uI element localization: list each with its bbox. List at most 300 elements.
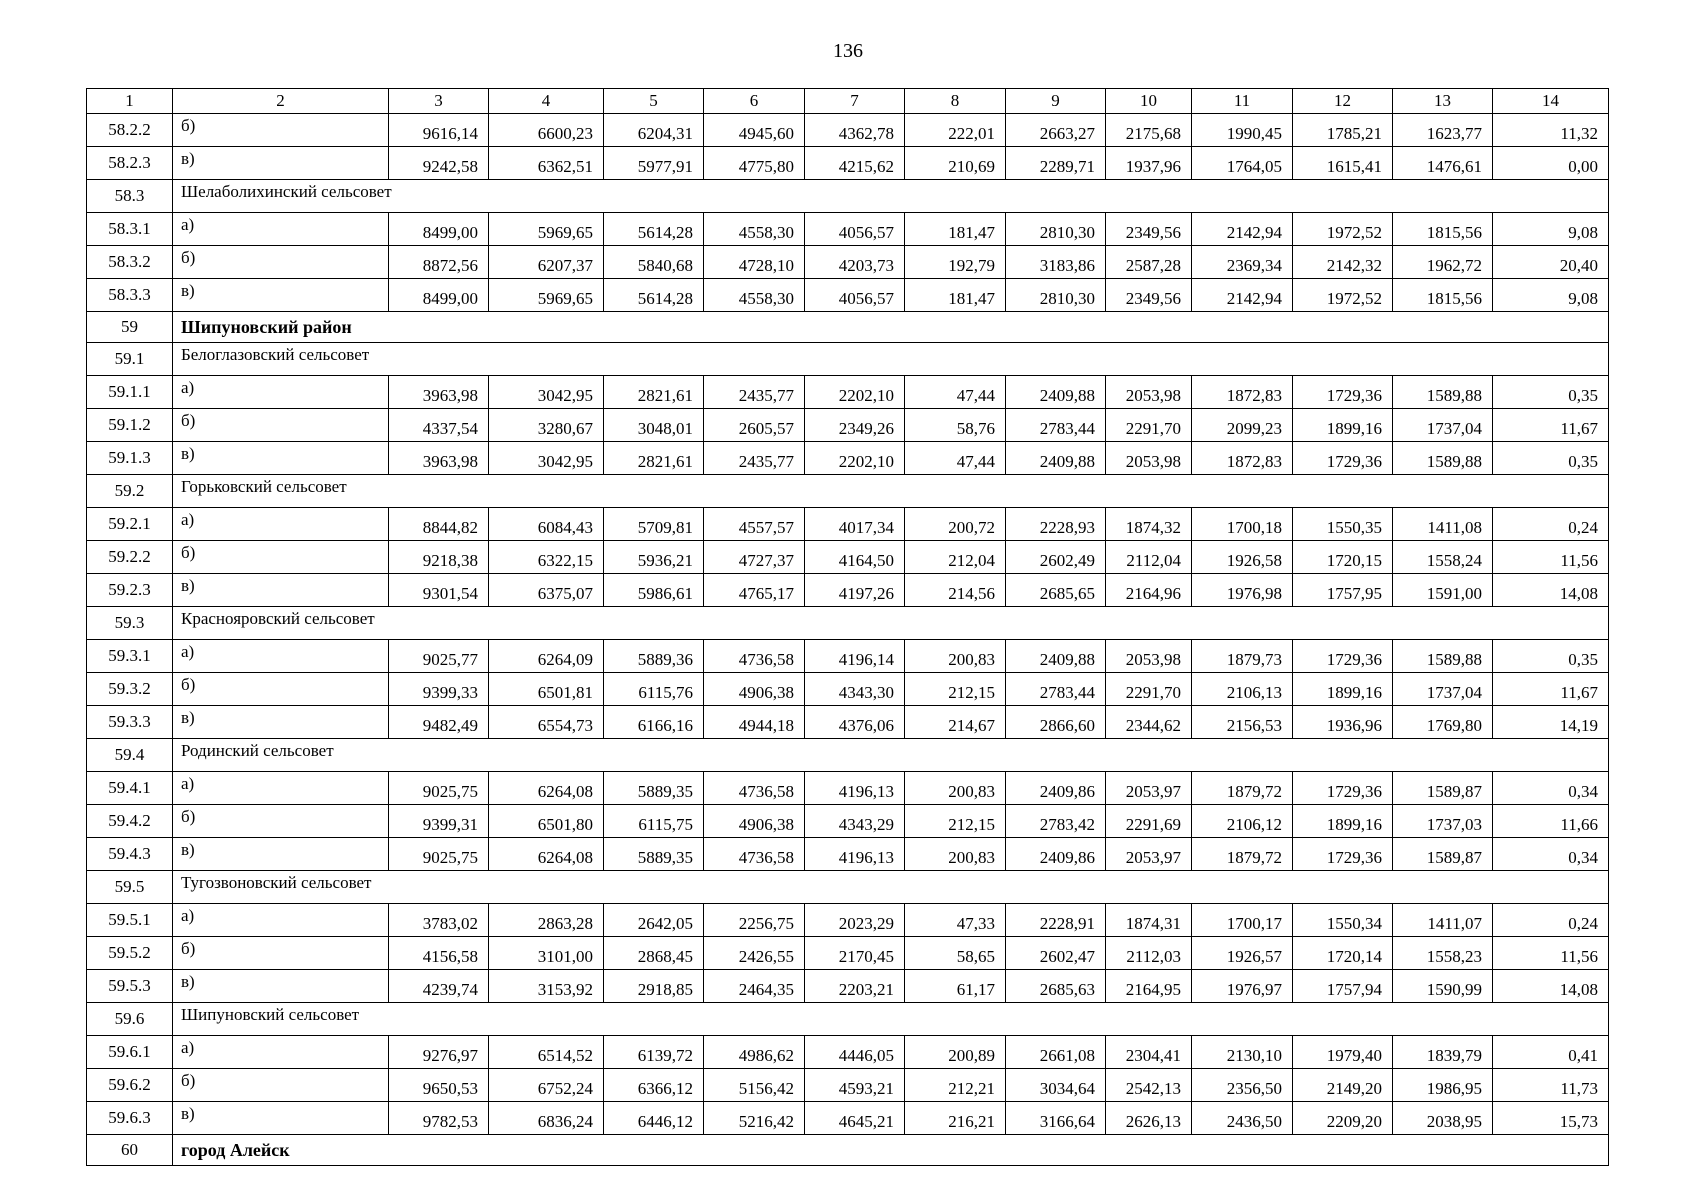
value-cell: 0,00 [1493,147,1609,180]
value-cell: 2304,41 [1106,1036,1192,1069]
value-cell: 2175,68 [1106,114,1192,147]
value-cell: 2203,21 [805,970,905,1003]
value-cell: 4203,73 [805,246,905,279]
row-code: 59.5.2 [87,937,173,970]
value-cell: 5969,65 [489,213,604,246]
value-cell: 2783,42 [1006,805,1106,838]
value-cell: 2149,20 [1293,1069,1393,1102]
value-cell: 2435,77 [704,442,805,475]
value-cell: 2142,94 [1192,213,1293,246]
row-code: 58.3.2 [87,246,173,279]
row-code: 58.3.3 [87,279,173,312]
value-cell: 1737,03 [1393,805,1493,838]
value-cell: 6362,51 [489,147,604,180]
row-option-label: в) [173,442,389,475]
value-cell: 2112,04 [1106,541,1192,574]
column-number-cell: 11 [1192,89,1293,114]
value-cell: 14,08 [1493,970,1609,1003]
column-number-cell: 13 [1393,89,1493,114]
value-cell: 1700,17 [1192,904,1293,937]
value-cell: 58,65 [905,937,1006,970]
column-number-cell: 4 [489,89,604,114]
value-cell: 4736,58 [704,772,805,805]
value-cell: 9025,75 [389,772,489,805]
value-cell: 1757,95 [1293,574,1393,607]
value-cell: 4215,62 [805,147,905,180]
column-number-cell: 12 [1293,89,1393,114]
table-row [87,706,1609,739]
value-cell: 0,35 [1493,376,1609,409]
value-cell: 5614,28 [604,279,704,312]
settlement-row [87,180,1609,213]
table-row [87,838,1609,871]
value-cell: 1589,87 [1393,838,1493,871]
value-cell: 200,83 [905,838,1006,871]
row-option-label: в) [173,279,389,312]
value-cell: 3963,98 [389,376,489,409]
row-option-label: а) [173,213,389,246]
value-cell: 1815,56 [1393,213,1493,246]
column-number-cell: 5 [604,89,704,114]
value-cell: 9782,53 [389,1102,489,1135]
value-cell: 1729,36 [1293,640,1393,673]
value-cell: 4736,58 [704,838,805,871]
value-cell: 2209,20 [1293,1102,1393,1135]
value-cell: 6115,75 [604,805,704,838]
value-cell: 9650,53 [389,1069,489,1102]
value-cell: 2291,70 [1106,409,1192,442]
value-cell: 2866,60 [1006,706,1106,739]
value-cell: 2542,13 [1106,1069,1192,1102]
value-cell: 6752,24 [489,1069,604,1102]
value-cell: 5969,65 [489,279,604,312]
value-cell: 9482,49 [389,706,489,739]
value-cell: 2228,93 [1006,508,1106,541]
table-row [87,673,1609,706]
value-cell: 3048,01 [604,409,704,442]
table-row [87,640,1609,673]
value-cell: 4728,10 [704,246,805,279]
value-cell: 1476,61 [1393,147,1493,180]
value-cell: 47,44 [905,376,1006,409]
value-cell: 6836,24 [489,1102,604,1135]
value-cell: 4775,80 [704,147,805,180]
row-option-label: б) [173,937,389,970]
value-cell: 2164,96 [1106,574,1192,607]
value-cell: 6084,43 [489,508,604,541]
value-cell: 20,40 [1493,246,1609,279]
settlement-name: Родинский сельсовет [173,739,1609,772]
value-cell: 9399,31 [389,805,489,838]
value-cell: 9,08 [1493,213,1609,246]
value-cell: 1720,14 [1293,937,1393,970]
value-cell: 2626,13 [1106,1102,1192,1135]
value-cell: 6375,07 [489,574,604,607]
row-option-label: в) [173,147,389,180]
settlement-row [87,1003,1609,1036]
value-cell: 4362,78 [805,114,905,147]
value-cell: 5216,42 [704,1102,805,1135]
value-cell: 1976,97 [1192,970,1293,1003]
value-cell: 2685,63 [1006,970,1106,1003]
row-option-label: б) [173,114,389,147]
settlement-row [87,475,1609,508]
row-option-label: б) [173,246,389,279]
value-cell: 4593,21 [805,1069,905,1102]
value-cell: 9025,77 [389,640,489,673]
value-cell: 4196,13 [805,772,905,805]
value-cell: 0,35 [1493,640,1609,673]
value-cell: 2106,13 [1192,673,1293,706]
row-code: 59.4.3 [87,838,173,871]
value-cell: 11,56 [1493,937,1609,970]
row-code: 58.2.3 [87,147,173,180]
value-cell: 6264,08 [489,772,604,805]
value-cell: 1872,83 [1192,442,1293,475]
value-cell: 4986,62 [704,1036,805,1069]
value-cell: 4196,13 [805,838,905,871]
value-cell: 2349,56 [1106,279,1192,312]
value-cell: 1411,08 [1393,508,1493,541]
row-code: 58.3.1 [87,213,173,246]
row-code: 59.3 [87,607,173,640]
row-option-label: в) [173,574,389,607]
row-code: 59.6.2 [87,1069,173,1102]
value-cell: 0,24 [1493,904,1609,937]
value-cell: 11,67 [1493,409,1609,442]
row-option-label: в) [173,1102,389,1135]
value-cell: 2053,97 [1106,838,1192,871]
value-cell: 4056,57 [805,213,905,246]
value-cell: 4343,30 [805,673,905,706]
row-option-label: в) [173,838,389,871]
table-row [87,1102,1609,1135]
value-cell: 0,34 [1493,838,1609,871]
value-cell: 2202,10 [805,442,905,475]
row-option-label: б) [173,541,389,574]
table-row [87,805,1609,838]
value-cell: 4156,58 [389,937,489,970]
row-code: 59.4.2 [87,805,173,838]
row-code: 59.3.1 [87,640,173,673]
value-cell: 9218,38 [389,541,489,574]
row-code: 59.2.2 [87,541,173,574]
row-code: 59.2.3 [87,574,173,607]
value-cell: 4944,18 [704,706,805,739]
row-code: 59.1.2 [87,409,173,442]
value-cell: 4197,26 [805,574,905,607]
value-cell: 2349,26 [805,409,905,442]
value-cell: 2602,47 [1006,937,1106,970]
value-cell: 1899,16 [1293,805,1393,838]
value-cell: 6514,52 [489,1036,604,1069]
value-cell: 6322,15 [489,541,604,574]
row-code: 59 [87,312,173,343]
tariff-table [86,88,1609,1166]
value-cell: 4557,57 [704,508,805,541]
value-cell: 1700,18 [1192,508,1293,541]
value-cell: 9,08 [1493,279,1609,312]
value-cell: 2661,08 [1006,1036,1106,1069]
value-cell: 1737,04 [1393,673,1493,706]
value-cell: 2112,03 [1106,937,1192,970]
table-row [87,574,1609,607]
settlement-name: Шипуновский сельсовет [173,1003,1609,1036]
value-cell: 2426,55 [704,937,805,970]
value-cell: 1757,94 [1293,970,1393,1003]
value-cell: 4446,05 [805,1036,905,1069]
value-cell: 181,47 [905,213,1006,246]
value-cell: 1589,87 [1393,772,1493,805]
value-cell: 9301,54 [389,574,489,607]
value-cell: 1874,32 [1106,508,1192,541]
value-cell: 3101,00 [489,937,604,970]
value-cell: 4017,34 [805,508,905,541]
value-cell: 2228,91 [1006,904,1106,937]
value-cell: 1764,05 [1192,147,1293,180]
value-cell: 2602,49 [1006,541,1106,574]
row-option-label: а) [173,640,389,673]
row-code: 59.2 [87,475,173,508]
value-cell: 11,32 [1493,114,1609,147]
value-cell: 1558,23 [1393,937,1493,970]
table-row [87,442,1609,475]
value-cell: 1986,95 [1393,1069,1493,1102]
value-cell: 1874,31 [1106,904,1192,937]
value-cell: 200,89 [905,1036,1006,1069]
value-cell: 3042,95 [489,442,604,475]
row-option-label: б) [173,1069,389,1102]
table-row [87,213,1609,246]
value-cell: 2783,44 [1006,673,1106,706]
value-cell: 3153,92 [489,970,604,1003]
value-cell: 2053,98 [1106,376,1192,409]
value-cell: 4239,74 [389,970,489,1003]
row-code: 59.5 [87,871,173,904]
value-cell: 2038,95 [1393,1102,1493,1135]
value-cell: 8499,00 [389,279,489,312]
value-cell: 2642,05 [604,904,704,937]
value-cell: 4196,14 [805,640,905,673]
value-cell: 214,56 [905,574,1006,607]
value-cell: 6207,37 [489,246,604,279]
value-cell: 1879,72 [1192,838,1293,871]
value-cell: 2409,88 [1006,442,1106,475]
value-cell: 1558,24 [1393,541,1493,574]
value-cell: 14,08 [1493,574,1609,607]
table-row [87,279,1609,312]
table-row [87,937,1609,970]
value-cell: 3034,64 [1006,1069,1106,1102]
row-code: 59.4 [87,739,173,772]
value-cell: 1899,16 [1293,673,1393,706]
value-cell: 1550,35 [1293,508,1393,541]
value-cell: 4164,50 [805,541,905,574]
column-number-cell: 2 [173,89,389,114]
value-cell: 2863,28 [489,904,604,937]
value-cell: 4337,54 [389,409,489,442]
value-cell: 5709,81 [604,508,704,541]
value-cell: 1785,21 [1293,114,1393,147]
settlement-row [87,607,1609,640]
value-cell: 6166,16 [604,706,704,739]
value-cell: 3183,86 [1006,246,1106,279]
value-cell: 200,72 [905,508,1006,541]
value-cell: 6446,12 [604,1102,704,1135]
row-option-label: а) [173,904,389,937]
column-number-cell: 3 [389,89,489,114]
settlement-name: Шелаболихинский сельсовет [173,180,1609,213]
value-cell: 2291,70 [1106,673,1192,706]
value-cell: 5986,61 [604,574,704,607]
table-row [87,246,1609,279]
value-cell: 222,01 [905,114,1006,147]
row-option-label: б) [173,409,389,442]
settlement-row [87,739,1609,772]
row-code: 59.1.1 [87,376,173,409]
row-code: 59.2.1 [87,508,173,541]
value-cell: 15,73 [1493,1102,1609,1135]
value-cell: 212,04 [905,541,1006,574]
value-cell: 8844,82 [389,508,489,541]
value-cell: 1769,80 [1393,706,1493,739]
row-option-label: в) [173,970,389,1003]
value-cell: 2164,95 [1106,970,1192,1003]
value-cell: 1737,04 [1393,409,1493,442]
value-cell: 1589,88 [1393,442,1493,475]
column-number-cell: 7 [805,89,905,114]
value-cell: 2349,56 [1106,213,1192,246]
value-cell: 1879,73 [1192,640,1293,673]
value-cell: 5614,28 [604,213,704,246]
value-cell: 4906,38 [704,673,805,706]
value-cell: 1729,36 [1293,838,1393,871]
table-row [87,376,1609,409]
value-cell: 2409,86 [1006,772,1106,805]
value-cell: 1872,83 [1192,376,1293,409]
value-cell: 11,73 [1493,1069,1609,1102]
value-cell: 1936,96 [1293,706,1393,739]
value-cell: 1972,52 [1293,279,1393,312]
column-number-cell: 8 [905,89,1006,114]
value-cell: 8499,00 [389,213,489,246]
value-cell: 6501,80 [489,805,604,838]
column-number-cell: 10 [1106,89,1192,114]
row-option-label: а) [173,1036,389,1069]
value-cell: 61,17 [905,970,1006,1003]
value-cell: 2202,10 [805,376,905,409]
value-cell: 2023,29 [805,904,905,937]
value-cell: 2256,75 [704,904,805,937]
value-cell: 0,34 [1493,772,1609,805]
value-cell: 6115,76 [604,673,704,706]
value-cell: 1976,98 [1192,574,1293,607]
value-cell: 181,47 [905,279,1006,312]
table-row [87,772,1609,805]
settlement-name: Краснояровский сельсовет [173,607,1609,640]
value-cell: 192,79 [905,246,1006,279]
value-cell: 2821,61 [604,376,704,409]
value-cell: 1899,16 [1293,409,1393,442]
table-row [87,970,1609,1003]
table-row [87,904,1609,937]
row-code: 59.5.1 [87,904,173,937]
value-cell: 47,44 [905,442,1006,475]
value-cell: 5889,35 [604,838,704,871]
value-cell: 212,21 [905,1069,1006,1102]
value-cell: 4906,38 [704,805,805,838]
value-cell: 200,83 [905,772,1006,805]
district-row [87,1135,1609,1166]
value-cell: 4645,21 [805,1102,905,1135]
value-cell: 1729,36 [1293,376,1393,409]
table-row [87,541,1609,574]
value-cell: 1990,45 [1192,114,1293,147]
column-number-row [87,89,1609,114]
value-cell: 6554,73 [489,706,604,739]
value-cell: 1972,52 [1293,213,1393,246]
table-row [87,1069,1609,1102]
row-code: 59.6 [87,1003,173,1036]
value-cell: 0,24 [1493,508,1609,541]
district-name: город Алейск [173,1135,1609,1166]
value-cell: 1729,36 [1293,442,1393,475]
value-cell: 2436,50 [1192,1102,1293,1135]
value-cell: 200,83 [905,640,1006,673]
value-cell: 4765,17 [704,574,805,607]
value-cell: 8872,56 [389,246,489,279]
row-code: 59.6.3 [87,1102,173,1135]
value-cell: 6264,09 [489,640,604,673]
table-row [87,147,1609,180]
value-cell: 0,35 [1493,442,1609,475]
row-option-label: б) [173,673,389,706]
value-cell: 2130,10 [1192,1036,1293,1069]
value-cell: 4558,30 [704,213,805,246]
value-cell: 11,66 [1493,805,1609,838]
value-cell: 2587,28 [1106,246,1192,279]
value-cell: 2409,86 [1006,838,1106,871]
value-cell: 2053,98 [1106,640,1192,673]
value-cell: 2409,88 [1006,640,1106,673]
row-code: 59.4.1 [87,772,173,805]
value-cell: 216,21 [905,1102,1006,1135]
value-cell: 3963,98 [389,442,489,475]
value-cell: 1589,88 [1393,640,1493,673]
value-cell: 2409,88 [1006,376,1106,409]
value-cell: 2099,23 [1192,409,1293,442]
value-cell: 2142,94 [1192,279,1293,312]
value-cell: 5936,21 [604,541,704,574]
settlement-row [87,871,1609,904]
row-code: 58.2.2 [87,114,173,147]
value-cell: 4945,60 [704,114,805,147]
value-cell: 0,41 [1493,1036,1609,1069]
value-cell: 2344,62 [1106,706,1192,739]
value-cell: 6600,23 [489,114,604,147]
column-number-cell: 6 [704,89,805,114]
value-cell: 9025,75 [389,838,489,871]
settlement-name: Горьковский сельсовет [173,475,1609,508]
value-cell: 2289,71 [1006,147,1106,180]
value-cell: 11,67 [1493,673,1609,706]
value-cell: 3280,67 [489,409,604,442]
row-code: 59.3.3 [87,706,173,739]
value-cell: 2663,27 [1006,114,1106,147]
value-cell: 1926,57 [1192,937,1293,970]
row-code: 59.3.2 [87,673,173,706]
value-cell: 1839,79 [1393,1036,1493,1069]
